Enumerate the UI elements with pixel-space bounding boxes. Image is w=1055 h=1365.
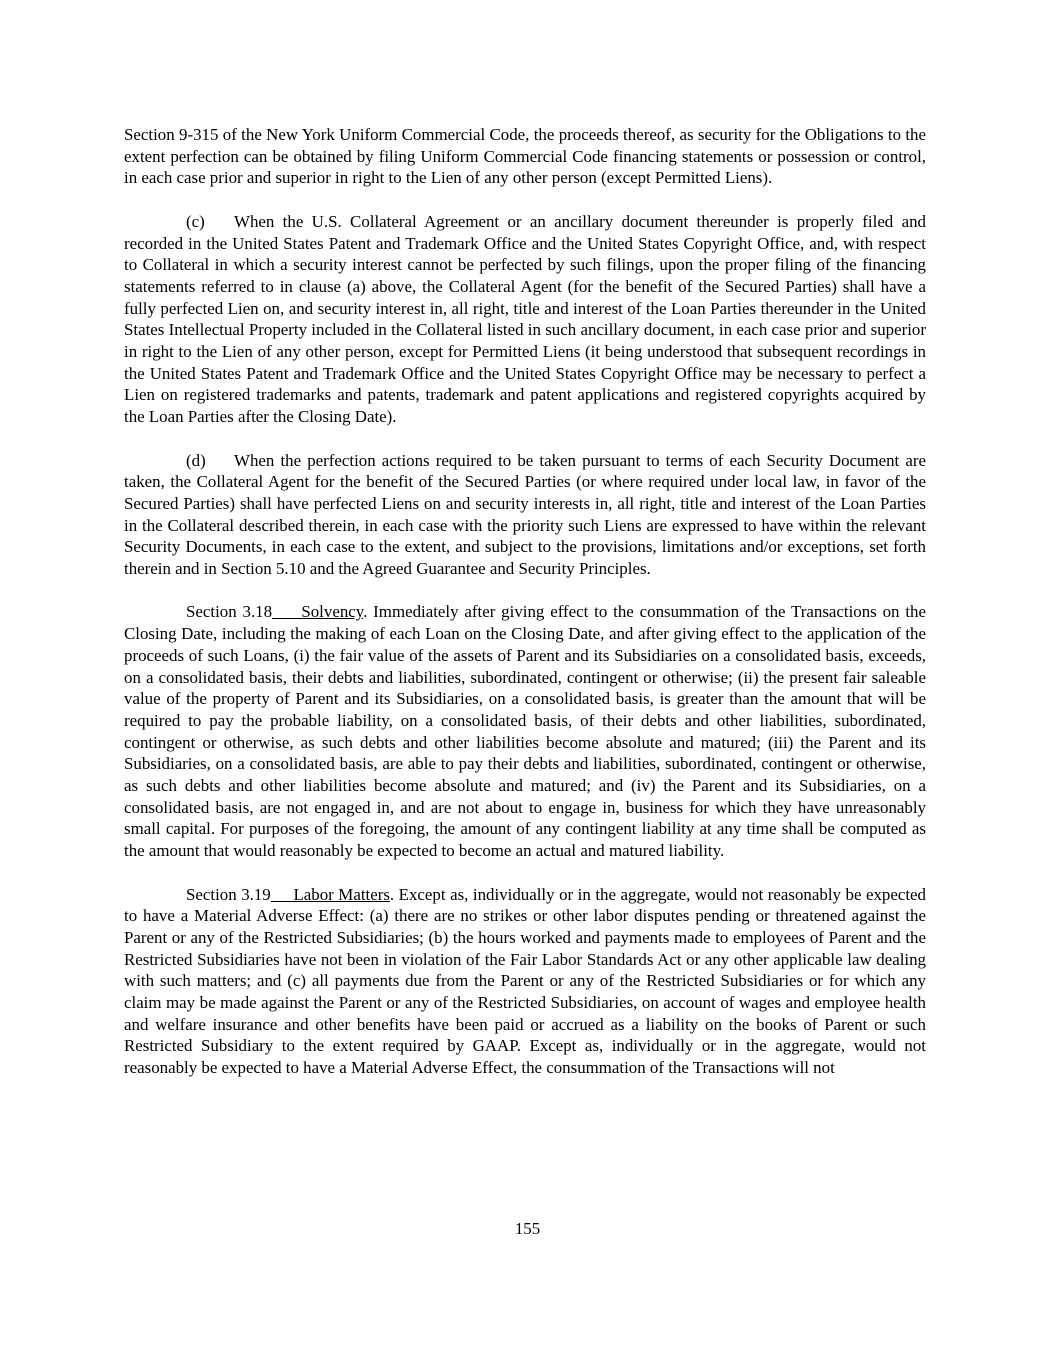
section-3-19-paragraph: [124, 884, 926, 1079]
clause-c-text: When the U.S. Collateral Agreement or an ancillary document thereunder is properly filed and recorded in the United States Patent and Trademark Office and the United States Copyright Office, and, with respect to Collateral in which a security interest cannot be perfected by such filings, upon the proper filing of the financing statements referred to in clause (a) above, the Collateral Agent (for the benefit of the Secured Parties) shall have a fully perfected Lien on, and security interest in, all right, title and interest of the Loan Parties thereunder in the United States Intellectual Property included in the Collateral listed in such ancillary document, in each case prior and superior in right to the Lien of any other person, except for Permitted Liens (it being understood that subsequent recordings in the United States Patent and Trademark Office and the United States Copyright Office may be necessary to perfect a Lien on registered trademarks and patents, trademark and patent applications and registered copyrights acquired by the Loan Parties after the Closing Date).: [124, 211, 926, 427]
intro-paragraph: [124, 124, 926, 189]
section-3-18-text: . Immediately after giving effect to the consummation of the Transactions on the Closing Date, including the making of each Loan on the Closing Date, and after giving effect to the application of the proceeds of such Loans, (i) the fair value of the assets of Parent and its Subsidiaries on a consolidated basis, exceeds, on a consolidated basis, their debts and liabilities, subordinated, contingent or otherwise; (ii) the present fair saleable value of the property of Parent and its Subsidiaries, on a consolidated basis, is greater than the amount that will be required to pay the probable liability, on a consolidated basis, of their debts and other liabilities, subordinated, contingent or otherwise, as such debts and other liabilities become absolute and matured; (iii) the Parent and its Subsidiaries, on a consolidated basis, are able to pay their debts and liabilities, subordinated, contingent or otherwise, as such debts and other liabilities become absolute and matured; and (iv) the Parent and its Subsidiaries, on a consolidated basis, are not engaged in, and are not about to engage in, business for which they have unreasonably small capital. For purposes of the foregoing, the amount of any contingent liability at any time shall be computed as the amount that would reasonably be expected to become an actual and matured liability.: [124, 602, 926, 861]
section-3-19-tab: [271, 885, 294, 904]
page-number: 155: [514, 1219, 541, 1238]
clause-d-text: When the perfection actions required to be taken pursuant to terms of each Security Document are taken, the Collateral Agent for the benefit of the Secured Parties (or where required under local law, in favor of the Secured Parties) shall have perfected Liens on and security interests in, all right, title and interest of the Loan Parties in the Collateral described therein, in each case with the priority such Liens are expressed to have within the relevant Security Documents, in each case to the extent, and subject to the provisions, limitations and/or exceptions, set forth therein and in Section 5.10 and the Agreed Guarantee and Security Principles.: [124, 450, 926, 579]
section-3-18-title: Solvency: [301, 602, 364, 622]
section-3-19-number: Section 3.19: [186, 884, 271, 904]
clause-c-paragraph: [124, 211, 926, 428]
section-3-18-tab: [272, 602, 301, 621]
section-3-19-title: Labor Matters: [293, 884, 390, 904]
intro-text: Section 9-315 of the New York Uniform Commercial Code, the proceeds thereof, as security for the Obligations to the extent perfection can be obtained by filing Uniform Commercial Code financing statements or possession or control, in each case prior and superior in right to the Lien of any other person (except Permitted Liens).: [124, 125, 926, 188]
clause-c-label: (c): [186, 211, 205, 231]
section-3-18-paragraph: [124, 601, 926, 861]
section-3-19-text: . Except as, individually or in the aggregate, would not reasonably be expected to have a Material Adverse Effect: (a) there are no strikes or other labor disputes pending or threatened against the Parent or any of the Restricted Subsidiaries; (b) the hours worked and payments made to employees of Parent and the Restricted Subsidiaries have not been in violation of the Fair Labor Standards Act or any other applicable law dealing with such matters; and (c) all payments due from the Parent or any of the Restricted Subsidiaries or for which any claim may be made against the Parent or any of the Restricted Subsidiaries, on account of wages and employee health and welfare insurance and other benefits have been paid or accrued as a liability on the books of Parent or such Restricted Subsidiary to the extent required by GAAP. Except as, individually or in the aggregate, would not reasonably be expected to have a Material Adverse Effect, the consummation of the Transactions will not: [124, 884, 926, 1078]
clause-d-label: (d): [186, 450, 206, 470]
section-3-18-number: Section 3.18: [186, 602, 273, 622]
document-page: [124, 124, 926, 1101]
clause-d-paragraph: [124, 450, 926, 580]
